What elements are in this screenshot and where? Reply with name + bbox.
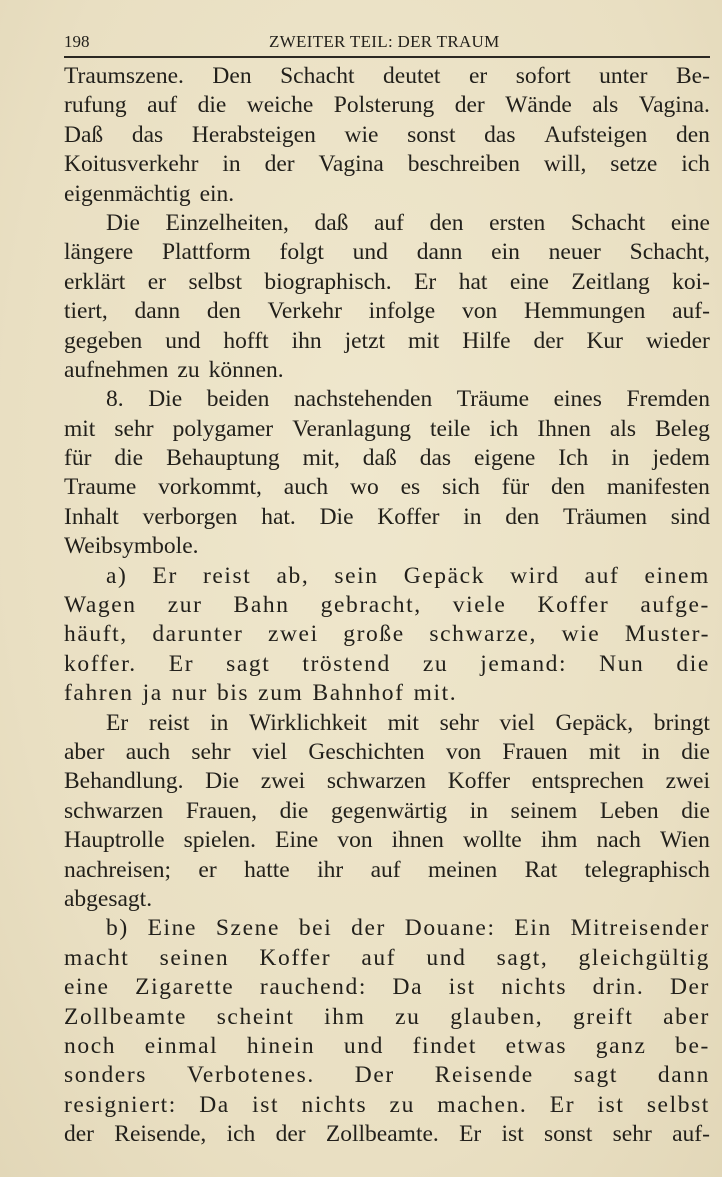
text-line: rufung auf die weiche Polsterung der Wände als Vagina. [64,92,710,119]
text-line: noch einmal hinein und findet etwas ganz be- [64,1032,710,1059]
text-line: macht seinen Koffer auf und sagt, gleichgültig [64,944,710,971]
text-line: für die Behauptung mit, daß das eigene Ich in jedem [64,445,710,472]
text-line: aber auch sehr viel Geschichten von Frauen mit in die [64,738,710,765]
text-line: nachreisen; er hatte ihr auf meinen Rat telegraphisch [64,856,710,883]
text-line: Hauptrolle spielen. Eine von ihnen wollte ihm nach Wien [64,827,710,854]
running-head: ZWEITER TEIL: DER TRAUM [269,32,500,51]
text-line: abgesagt. [64,885,153,912]
text-line: resigniert: Da ist nichts zu machen. Er ist selbst [64,1091,710,1118]
text-line: Daß das Herabsteigen wie sonst das Aufsteigen den [64,121,710,148]
page-header [64,30,710,58]
text-line: tiert, dann den Verkehr infolge von Hemmungen auf- [64,298,710,325]
text-line: Er reist in Wirklichkeit mit sehr viel Gepäck, bringt [106,709,710,736]
text-line: mit sehr polygamer Veranlagung teile ich Ihnen als Beleg [64,415,710,442]
text-line: schwarzen Frauen, die gegenwärtig in seinem Leben die [64,797,710,824]
text-line: längere Plattform folgt und dann ein neuer Schacht, [64,239,710,266]
text-line: häuft, darunter zwei große schwarze, wie Muster- [64,621,710,648]
text-line: a) Er reist ab, sein Gepäck wird auf einem [106,562,710,589]
text-line: Zollbeamte scheint ihm zu glauben, greift aber [64,1003,710,1030]
text-line: b) Eine Szene bei der Douane: Ein Mitreisender [106,915,710,942]
text-line: sonders Verbotenes. Der Reisende sagt dann [64,1062,710,1089]
body-text [64,62,710,1149]
text-line: Behandlung. Die zwei schwarzen Koffer entsprechen zwei [64,768,710,795]
text-line: Koitusverkehr in der Vagina beschreiben will, setze ich [64,151,710,178]
text-line: erklärt er selbst biographisch. Er hat eine Zeitlang koi- [64,268,710,295]
text-line: Weibsymbole. [64,533,199,560]
text-line: aufnehmen zu können. [64,356,284,383]
text-line: eine Zigarette rauchend: Da ist nichts drin. Der [64,974,710,1001]
text-line: der Reisende, ich der Zollbeamte. Er ist sonst sehr auf- [64,1121,710,1148]
text-line: fahren ja nur bis zum Bahnhof mit. [64,680,458,707]
text-line: Inhalt verborgen hat. Die Koffer in den Träumen sind [64,503,710,530]
text-line: 8. Die beiden nachstehenden Träume eines Fremden [106,386,710,413]
page-number: 198 [64,32,90,51]
text-line: koffer. Er sagt tröstend zu jemand: Nun die [64,650,710,677]
text-line: Die Einzelheiten, daß auf den ersten Schacht eine [106,209,710,236]
text-line: Traumszene. Den Schacht deutet er sofort unter Be- [64,63,710,89]
text-line: eigenmächtig ein. [64,180,235,207]
text-line: Wagen zur Bahn gebracht, viele Koffer aufge- [64,592,710,619]
text-line: gegeben und hofft ihn jetzt mit Hilfe der Kur wieder [64,327,710,354]
text-line: Traume vorkommt, auch wo es sich für den manifesten [64,474,710,501]
